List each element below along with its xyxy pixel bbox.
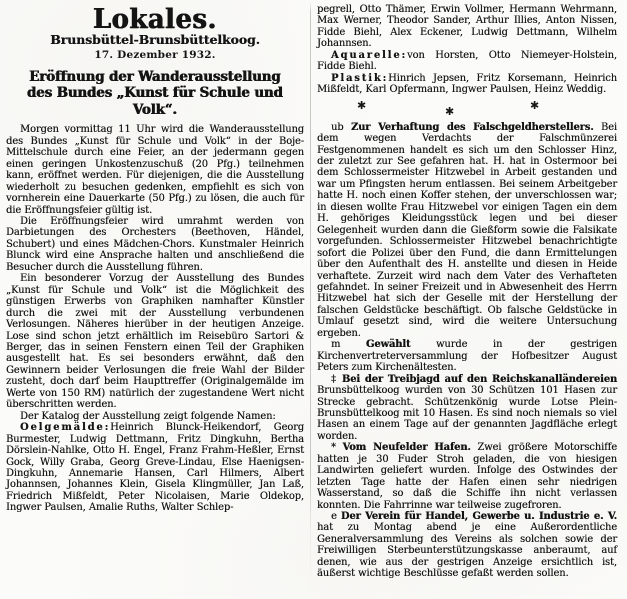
news-item	[317, 122, 617, 340]
news-item-marker: ub	[331, 121, 344, 133]
news-item-marker: m	[331, 339, 341, 351]
news-item	[317, 442, 617, 511]
masthead-subtitle: Brunsbüttel-Brunsbüttelkoog.	[50, 32, 260, 47]
catalog-aquarelle	[317, 50, 617, 73]
catalog-name-list: Hinrich Jepsen, Fritz Korsemann, Heinrich Mißfeldt, Karl Opfermann, Ingwer Paulsen, Heinz Weddig.	[317, 72, 617, 96]
catalog-section-label: Oelgemälde:	[20, 422, 111, 434]
catalog-section-label: Plastik:	[331, 72, 389, 84]
article-paragraph: Der Katalog der Ausstellung zeigt folgende Namen:	[20, 410, 276, 422]
catalog-continuation: pegrell, Otto Thämer, Erwin Vollmer, Hermann Wehrmann, Max Werner, Theodor Sander, Arthur Illies, Anton Nissen, Fidde Biehl, Alex Eckener, Ludwig Dettmann, Wilhelm Johannsen.	[317, 4, 617, 50]
news-item-marker: *	[331, 442, 336, 454]
left-column	[6, 0, 304, 514]
asterisk-icon: ✱	[445, 104, 455, 118]
asterisk-divider	[317, 100, 617, 117]
news-item-text: wurde in der gestrigen Kirchenvertreterversammlung der Hofbesitzer August Peters zum Kirchenältesten.	[317, 339, 617, 374]
spacer	[340, 339, 366, 350]
masthead-title: Lokales.	[92, 4, 218, 35]
news-item-text: Brunsbüttelkoog wurden von 30 Schützen 101 Hasen zur Strecke gebracht. Schützenkönig wurde Lotse Plein-Brunsbüttelkoog mit 10 Hasen. Es sind noch niemals so viel Hasen an einem Tage auf der genannten Jagdfläche erlegt worden.	[317, 385, 617, 442]
news-item-title: Zur Verhaftung des Falschgeldherstellers.	[350, 121, 594, 133]
article-headline	[7, 69, 302, 118]
asterisk-icon: ✱	[530, 98, 540, 112]
article-paragraph: Morgen vormittag 11 Uhr wird die Wanderausstellung des Bundes „Kunst für Schule und Volk“ in der Boje-Mittelschule durch eine Feier, an der jedermann gegen einen geringen Unkostenzuschuß (20 Pfg.) teilnehmen kann, eröffnet werden. Für diejenigen, die die Ausstellung wiederholt zu besuchen gedenken, empfiehlt es sich von vornherein eine Dauerkarte (50 Pfg.) zu lösen, die auch für die Eröffnungsfeier gültig ist.	[6, 124, 304, 216]
news-item-text: Zwei größere Motorschiffe hatten je 30 Fuder Stroh geladen, die von hiesigen Landwirten geliefert wurden. Infolge des Ostwindes der letzten Tage hatte der Hafen einen sehr niedrigen Wasserstand, so daß die Schiffe ihn nicht verlassen konnten. Die Fahrrinne war teilweise zugefroren.	[317, 442, 617, 511]
news-item	[317, 511, 617, 580]
headline-line-1: Eröffnung der Wanderausstellung	[29, 69, 281, 85]
catalog-name-list: von Horsten, Otto Niemeyer-Holstein, Fidde Biehl.	[317, 49, 617, 73]
asterisk-icon: ✱	[357, 98, 367, 112]
news-item-title: Der Verein für Handel, Gewerbe u. Industrie e. V.	[340, 511, 617, 523]
spacer	[344, 122, 351, 133]
article-paragraph: Die Eröffnungsfeier wird umrahmt werden von Darbietungen des Orchesters (Beethoven, Händel, Schubert) und eines Mädchen-Chors. Kunstmaler Heinrich Blunck wird eine Ansprache halten und anschließend die Besucher durch die Ausstellung führen.	[6, 216, 304, 273]
news-item	[317, 374, 617, 443]
catalog-oelgemaelde	[6, 422, 304, 514]
news-item-marker: e	[331, 511, 337, 523]
catalog-plastik	[317, 73, 617, 96]
catalog-name-list: Heinrich Blunck-Heikendorf, Georg Burmester, Ludwig Dettmann, Fritz Dingkuhn, Bertha Dörslein-Nahlke, Otto H. Engel, Franz Frahm-Heßler, Ernst Gock, Willy Graba, Georg Greve-Lindau, Else Haenigsen-Dingkuhn, Annemarie Hansen, Carl Hilmers, Albert Johannsen, Johannes Klein, Gisela Klingmüller, Jan Laß, Friedrich Mißfeldt, Peter Nicolaisen, Marie Oldekop, Ingwer Paulsen, Amalie Ruths, Walter Schlep-	[6, 422, 304, 514]
headline-line-2: des Bundes „Kunst für Schule und Volk“.	[27, 85, 283, 118]
news-item-text: Bei dem wegen Verdachts der Falschmünzerei Festgenommenen handelt es sich um den Schlosser Hinz, der zuletzt zur See gefahren hat. H. hat in Ostermoor bei dem Schlossermeister Hitzwebel in Arbeit gestanden und war um Pfingsten herum entlassen. Bei seinem Arbeitgeber hatte H. noch einen Koffer stehen, der unverschlossen war; in diesen wollte Frau Hitzwebel vor einigen Tagen ein dem H. gehöriges Kleidungsstück legen und bei dieser Gelegenheit wurden dann die Gießform sowie die Falsikate vorgefunden. Schlossermeister Hitzwebel benachrichtigte sofort die Polizei über den Fund, die dann Ermittelungen über den Aufenthalt des H. anstellte und diesen in Heide verhaftete. Zurzeit wird nach dem Vater des Verhafteten gefahndet. In seiner Freizeit und in Abwesenheit des Herrn Hitzwebel hat sich der Geselle mit der Herstellung der falschen Geldstücke beschäftigt. Ob falsche Geldstücke in Umlauf gesetzt sind, wird die weitere Untersuchung ergeben.	[317, 121, 617, 339]
news-item-title: Vom Neufelder Hafen.	[342, 442, 471, 454]
news-item-title: Bei der Treibjagd auf den Reichskanalländereien	[341, 373, 617, 385]
news-item-text: hat zu Montag abend je eine Außerordentliche Generalversammlung des Vereins als solchen sowie der Freiwilligen Sterbeunterstützungskasse anberaumt, auf denen, wie aus der gestrigen Anzeige ersichtlich ist, äußerst wichtige Beschlüsse gefaßt werden sollen.	[317, 522, 617, 580]
publication-date: 17. Dezember 1932.	[94, 48, 216, 61]
news-item-title: Gewählt	[365, 339, 411, 351]
article-paragraph: Ein besonderer Vorzug der Ausstellung des Bundes „Kunst für Schule und Volk“ ist die Möglichkeit des günstigen Erwerbs von Graphiken namhafter Künstler durch die zwei mit der Ausstellung verbundenen Verlosungen. Näheres hierüber in der heutigen Anzeige. Lose sind schon jetzt erhältlich im Reisebüro Sartori & Berger, das in seinen Fenstern einen Teil der Graphiken ausgestellt hat. Es sei besonders erwähnt, daß den Gewinnern beider Verlosungen die freie Wahl der Bilder zusteht, doch darf beim Haupttreffer (Originalgemälde im Werte von 150 RM) natürlich der zugestandene Wert nicht überschritten werden.	[6, 273, 304, 411]
masthead	[6, 6, 304, 60]
news-item	[317, 339, 617, 373]
catalog-section-label: Aquarelle:	[331, 49, 408, 61]
column-divider-rule	[310, 2, 311, 598]
news-item-marker: ‡	[331, 373, 338, 385]
right-column	[317, 0, 617, 580]
